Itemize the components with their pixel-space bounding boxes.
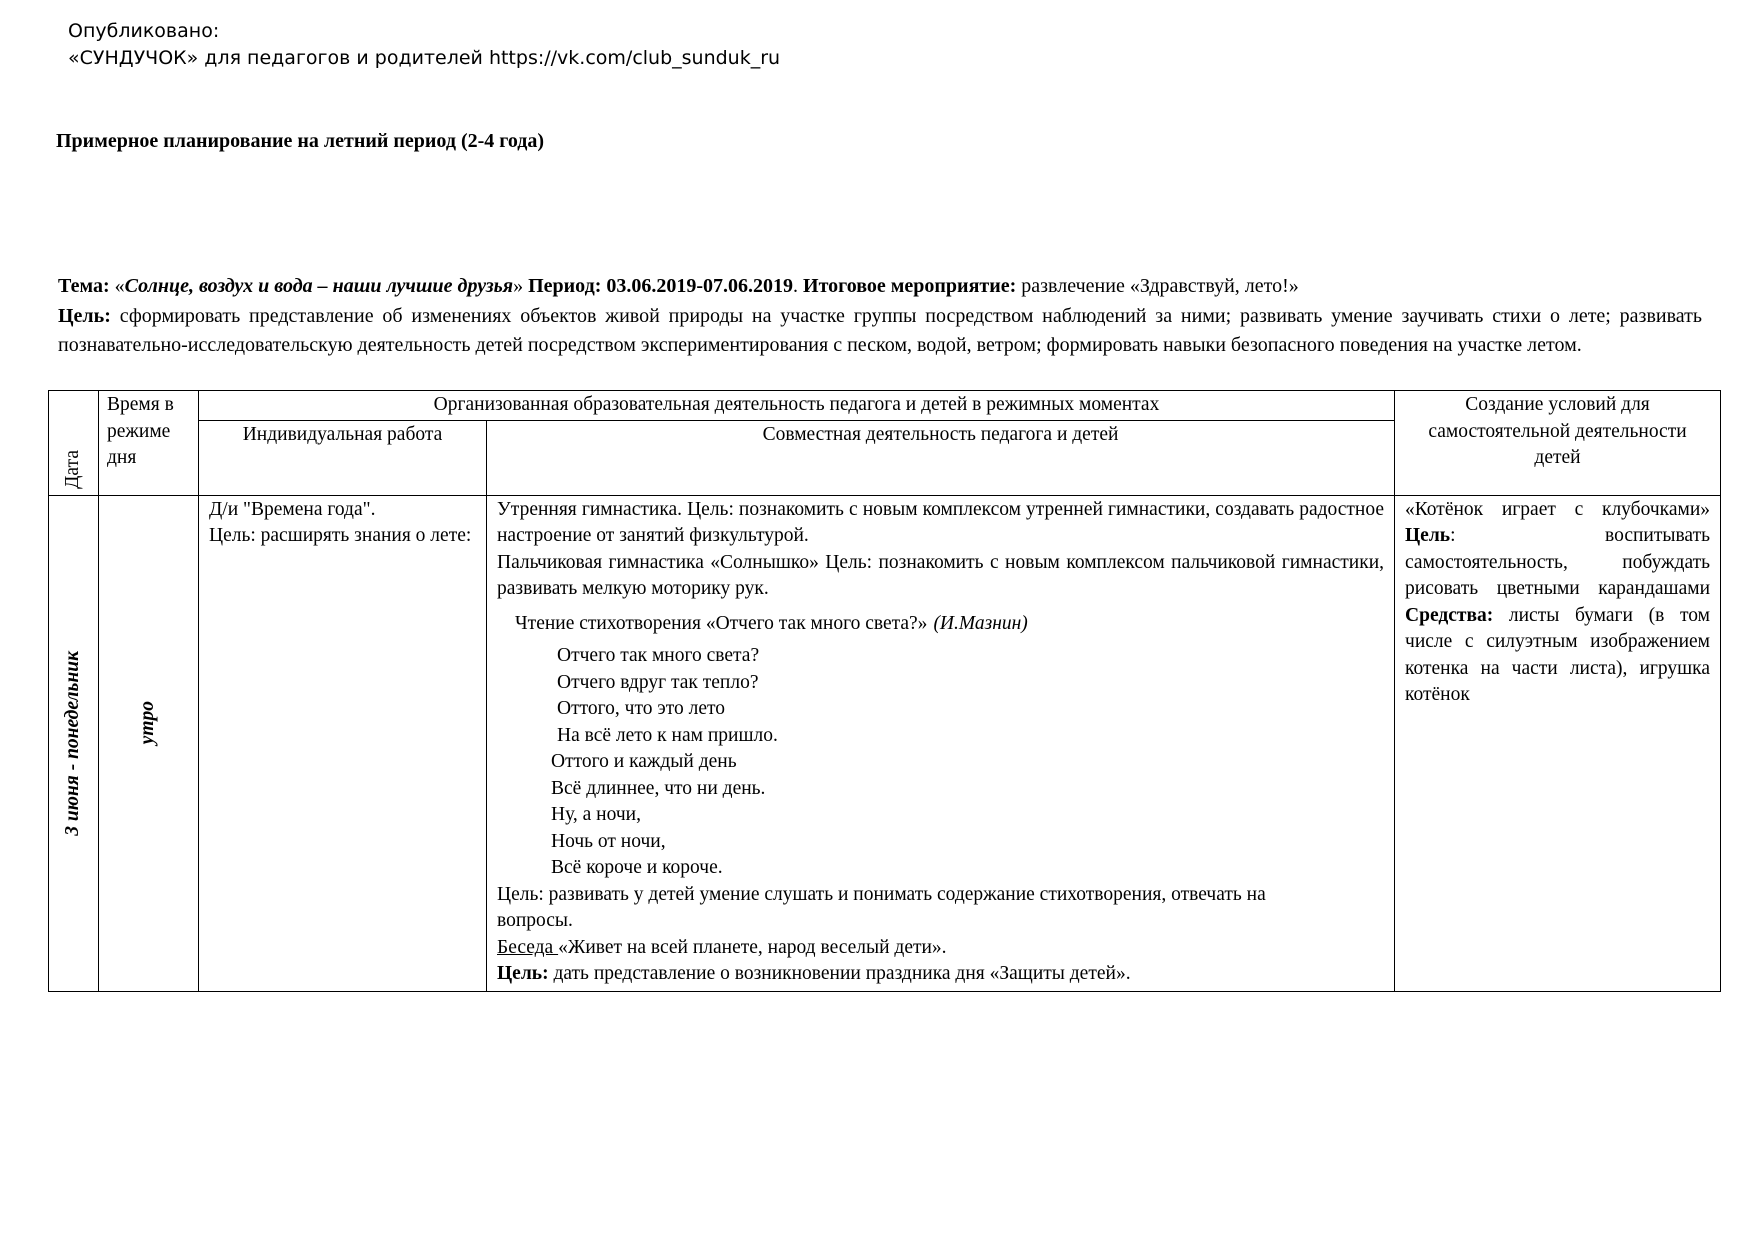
poem-line: Всё короче и короче. (551, 857, 723, 878)
poem (497, 643, 1384, 882)
header-organized: Организованная образовательная деятельность педагога и детей в режимных моментах (199, 391, 1395, 421)
poem-line: Ночь от ночи, (551, 830, 666, 852)
poem-line: Всё длиннее, что ни день. (551, 777, 766, 799)
talk-text: «Живет на всей планете, народ веселый дети». (558, 936, 947, 958)
goal-text: сформировать представление об изменениях объектов живой природы на участке группы посредством наблюдений за ними; развивать умение заучивать стихи о лете; развивать познавательно-исследовательскую деятельность детей посредством экспериментирования с песком, водой, ветром; формировать навыки безопасного поведения на участке летом. (58, 304, 1702, 356)
header-joint: Совместная деятельность педагога и детей (487, 420, 1395, 495)
cell-date: 3 июня - понедельник (49, 495, 99, 991)
period-label: Период: 03.06.2019-07.06.2019 (523, 275, 794, 297)
document-title: Примерное планирование на летний период (2-4 года) (56, 130, 545, 152)
poem-line: На всё лето к нам пришло. (557, 724, 778, 746)
finger-exercise: Пальчиковая гимнастика «Солнышко» Цель: познакомить с новым комплексом пальчиковой гимнастики, развивать мелкую моторику рук. (497, 551, 1385, 599)
theme-label: Тема: (58, 275, 110, 297)
header-date: Дата (49, 391, 99, 496)
cell-individual (199, 495, 487, 991)
publisher-line: «СУНДУЧОК» для педагогов и родителей https://vk.com/club_sunduk_ru (68, 47, 781, 69)
talk-line (497, 935, 1384, 962)
talk-label: Беседа (497, 936, 559, 958)
poem-heading: Чтение стихотворения «Отчего так много света?» (И.Мазнин) (515, 612, 1028, 634)
conditions-goal: Цель: воспитывать самостоятельность, побуждать рисовать цветными карандашами (1405, 525, 1711, 599)
activity-title: «Котёнок играет с клубочками» (1405, 498, 1711, 520)
poem-line: Отчего так много света? (557, 645, 760, 666)
theme-block (58, 272, 1702, 361)
poem-author: (И.Мазнин) (933, 612, 1028, 634)
morning-exercise: Утренняя гимнастика. Цель: познакомить с новым комплексом утренней гимнастики, создавать радостное настроение от занятий физкультурой. (497, 498, 1385, 546)
conditions-means: Средства: листы бумаги (в том числе с силуэтным изображением котенка на части листа), игрушка котёнок (1405, 604, 1711, 705)
header-individual: Индивидуальная работа (199, 420, 487, 495)
theme-line: Тема: «Солнце, воздух и вода – наши лучшие друзья» Период: 03.06.2019-07.06.2019. Итоговое мероприятие: развлечение «Здравствуй, лето!» (58, 275, 1299, 297)
cell-time: утро (99, 495, 199, 991)
poem-goal: Цель: развивать у детей умение слушать и понимать содержание стихотворения, отвечать на вопросы. (497, 883, 1266, 931)
talk-goal: Цель: дать представление о возникновении праздника дня «Защиты детей». (497, 963, 1131, 984)
published-label: Опубликовано: (68, 20, 220, 42)
theme-name: Солнце, воздух и вода – наши лучшие друзья (124, 275, 514, 297)
game-name: Д/и "Времена года". (209, 498, 376, 520)
event-label: Итоговое мероприятие: (798, 275, 1017, 297)
cell-joint (487, 495, 1395, 991)
poem-line: Оттого, что это лето (557, 698, 725, 719)
publication-header (68, 18, 780, 72)
poem-line: Оттого и каждый день (551, 751, 737, 772)
event-value: развлечение «Здравствуй, лето!» (1016, 275, 1299, 297)
individual-goal: Цель: расширять знания о лете: (209, 525, 472, 546)
goal-paragraph (58, 302, 1702, 361)
header-conditions: Создание условий для самостоятельной деятельности детей (1395, 391, 1721, 496)
poem-line: Ну, а ночи, (551, 804, 641, 825)
planning-table (48, 390, 1721, 992)
goal-label: Цель: (58, 304, 111, 327)
poem-line: Отчего вдруг так тепло? (557, 671, 759, 693)
header-time: Время в режиме дня (99, 391, 199, 496)
cell-conditions (1395, 495, 1721, 991)
